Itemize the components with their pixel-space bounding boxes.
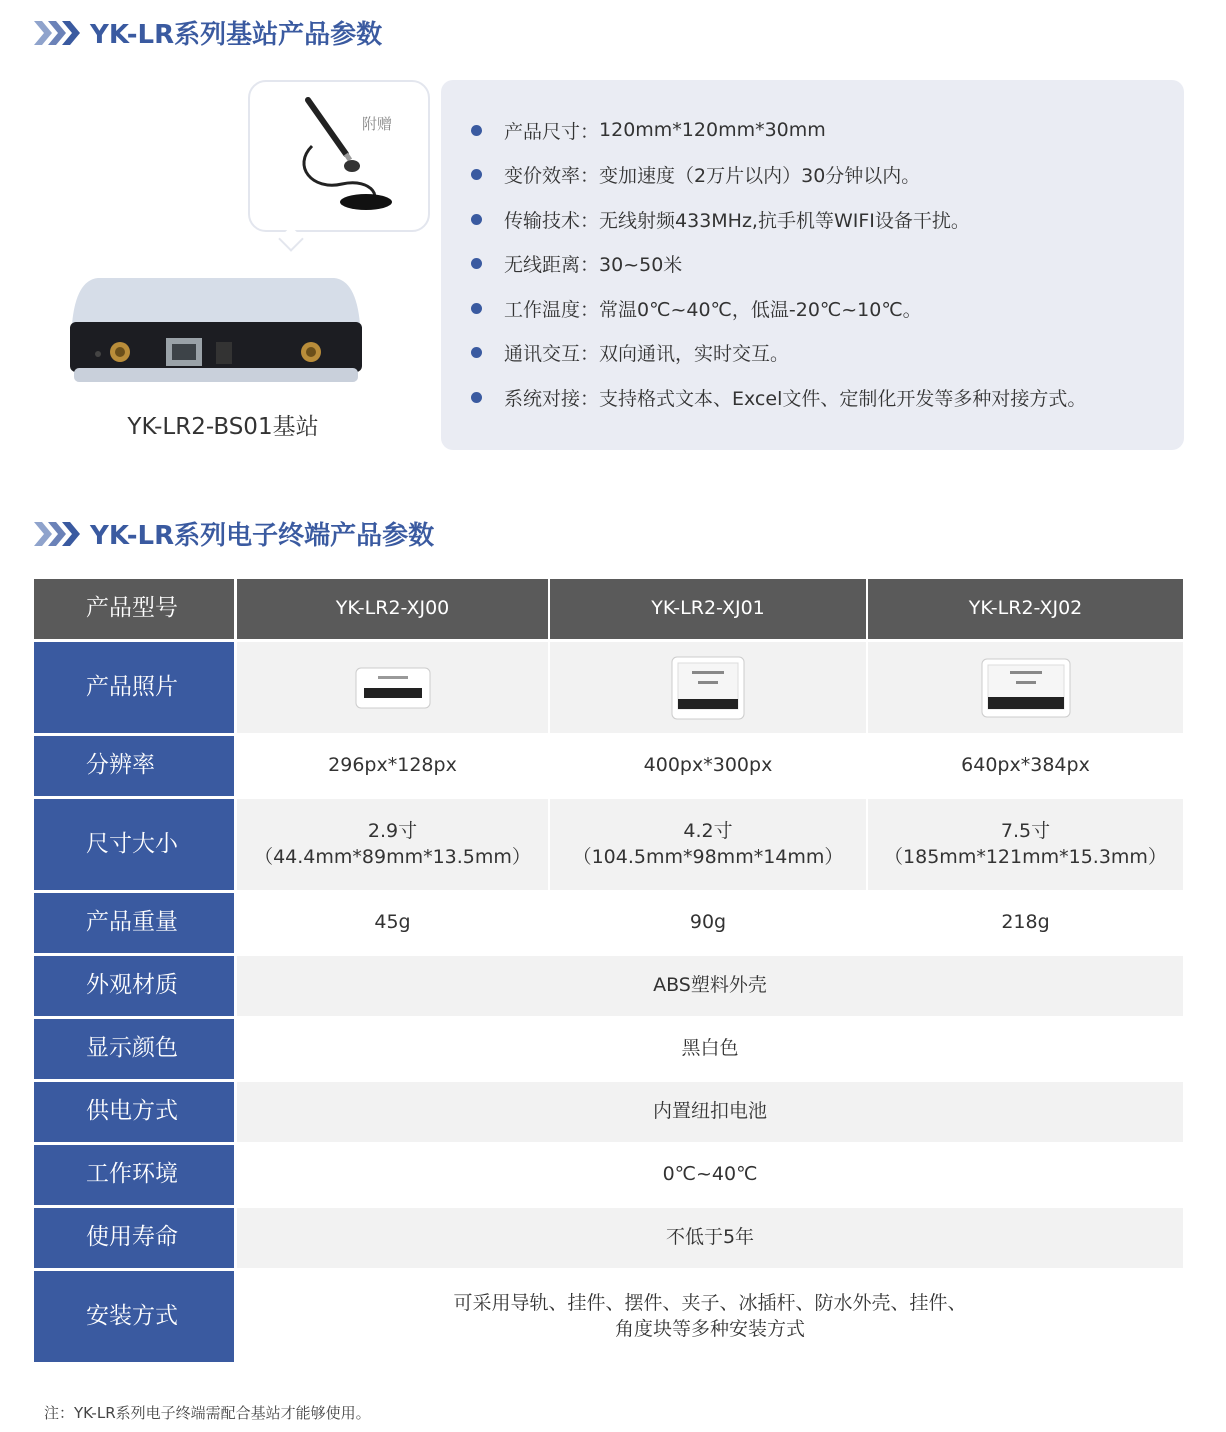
spec-key: 通讯交互： [504,343,600,366]
section-title-terminal [34,515,434,552]
section-title-base-station [34,14,382,51]
spec-item-integration [471,375,1086,420]
spec-item-communication [471,331,1086,376]
photo-cell [237,642,550,736]
bullet-icon [471,258,482,269]
base-station-caption: YK-LR2-BS01基站 [127,414,319,440]
table-row-photo [34,642,1185,736]
spec-key: 系统对接： [504,387,600,410]
spec-list [471,108,1086,420]
table-cell: 0℃~40℃ [237,1145,1185,1208]
row-label: 尺寸大小 [34,799,237,893]
table-row-size [34,799,1185,893]
row-label: 使用寿命 [34,1208,237,1271]
chevrons-icon [34,19,82,47]
esl-tag-image-small [354,666,432,710]
size-inch: 2.9寸 [367,819,418,842]
row-label: 安装方式 [34,1271,237,1365]
table-cell [237,1271,1185,1365]
spec-panel [441,80,1184,450]
table-cell: 黑白色 [237,1019,1185,1082]
base-station-image [68,272,364,386]
row-label: 产品重量 [34,893,237,956]
bullet-icon [471,392,482,403]
table-row-environment [34,1145,1185,1208]
table-cell: 400px*300px [550,736,868,799]
bullet-icon [471,169,482,180]
model-header: YK-LR2-XJ02 [868,579,1185,642]
row-label: 工作环境 [34,1145,237,1208]
esl-tag-image-large [980,657,1072,719]
spec-value: 无线射频433MHz,抗手机等WIFI设备干扰。 [599,209,970,232]
spec-item-transmission [471,197,1086,242]
chevrons-icon [34,520,82,548]
table-cell: 45g [237,893,550,956]
table-row-display-color [34,1019,1185,1082]
table-cell [237,799,550,893]
row-label: 外观材质 [34,956,237,1019]
install-line: 角度块等多种安装方式 [614,1317,805,1340]
table-row-install [34,1271,1185,1365]
table-row-weight [34,893,1185,956]
esl-tag-image-medium [670,655,746,721]
spec-item-temperature [471,286,1086,331]
table-row-lifetime [34,1208,1185,1271]
row-label: 产品型号 [34,579,237,642]
size-dimensions: （44.4mm*89mm*13.5mm） [254,845,531,868]
spec-key: 传输技术： [504,209,600,232]
table-cell: 640px*384px [868,736,1185,799]
size-inch: 4.2寸 [683,819,733,842]
table-header-row [34,579,1185,642]
bullet-icon [471,125,482,136]
row-label: 分辨率 [34,736,237,799]
footnote: 注：YK-LR系列电子终端需配合基站才能够使用。 [44,1404,371,1422]
spec-item-range [471,242,1086,287]
spec-value: 支持格式文本、Excel文件、定制化开发等多种对接方式。 [599,387,1087,410]
photo-cell [868,642,1185,736]
table-row-material [34,956,1185,1019]
spec-value: 30~50米 [599,254,683,277]
bullet-icon [471,214,482,225]
spec-key: 无线距离： [504,254,600,277]
spec-item-size [471,108,1086,153]
table-cell: 不低于5年 [237,1208,1185,1271]
table-cell: 90g [550,893,868,956]
spec-value: 120mm*120mm*30mm [599,119,826,142]
row-label: 产品照片 [34,642,237,736]
bullet-icon [471,347,482,358]
install-line: 可采用导轨、挂件、摆件、夹子、冰插杆、防水外壳、挂件、 [453,1291,967,1314]
bullet-icon [471,303,482,314]
table-cell [550,799,868,893]
row-label: 显示颜色 [34,1019,237,1082]
row-label: 供电方式 [34,1082,237,1145]
table-cell: 296px*128px [237,736,550,799]
size-dimensions: （185mm*121mm*15.3mm） [884,845,1167,868]
section-title-text: YK-LR系列电子终端产品参数 [90,521,435,551]
table-cell [868,799,1185,893]
table-row-resolution [34,736,1185,799]
antenna-image [292,96,402,216]
spec-key: 变价效率： [504,165,600,188]
size-dimensions: （104.5mm*98mm*14mm） [572,845,844,868]
table-cell: ABS塑料外壳 [237,956,1185,1019]
photo-cell [550,642,868,736]
spec-key: 产品尺寸： [504,120,600,143]
size-inch: 7.5寸 [1000,819,1051,842]
table-row-power [34,1082,1185,1145]
spec-value: 双向通讯，实时交互。 [599,343,790,366]
terminal-spec-table [34,579,1185,1365]
spec-item-efficiency [471,153,1086,198]
model-header: YK-LR2-XJ01 [550,579,868,642]
accessory-label: 附赠 [362,115,393,133]
spec-key: 工作温度： [504,298,600,321]
spec-value: 变加速度（2万片以内）30分钟以内。 [599,165,921,188]
table-cell: 218g [868,893,1185,956]
spec-value: 常温0℃~40℃，低温-20℃~10℃。 [599,298,922,321]
model-header: YK-LR2-XJ00 [237,579,550,642]
section-title-text: YK-LR系列基站产品参数 [90,20,383,50]
table-cell: 内置纽扣电池 [237,1082,1185,1145]
